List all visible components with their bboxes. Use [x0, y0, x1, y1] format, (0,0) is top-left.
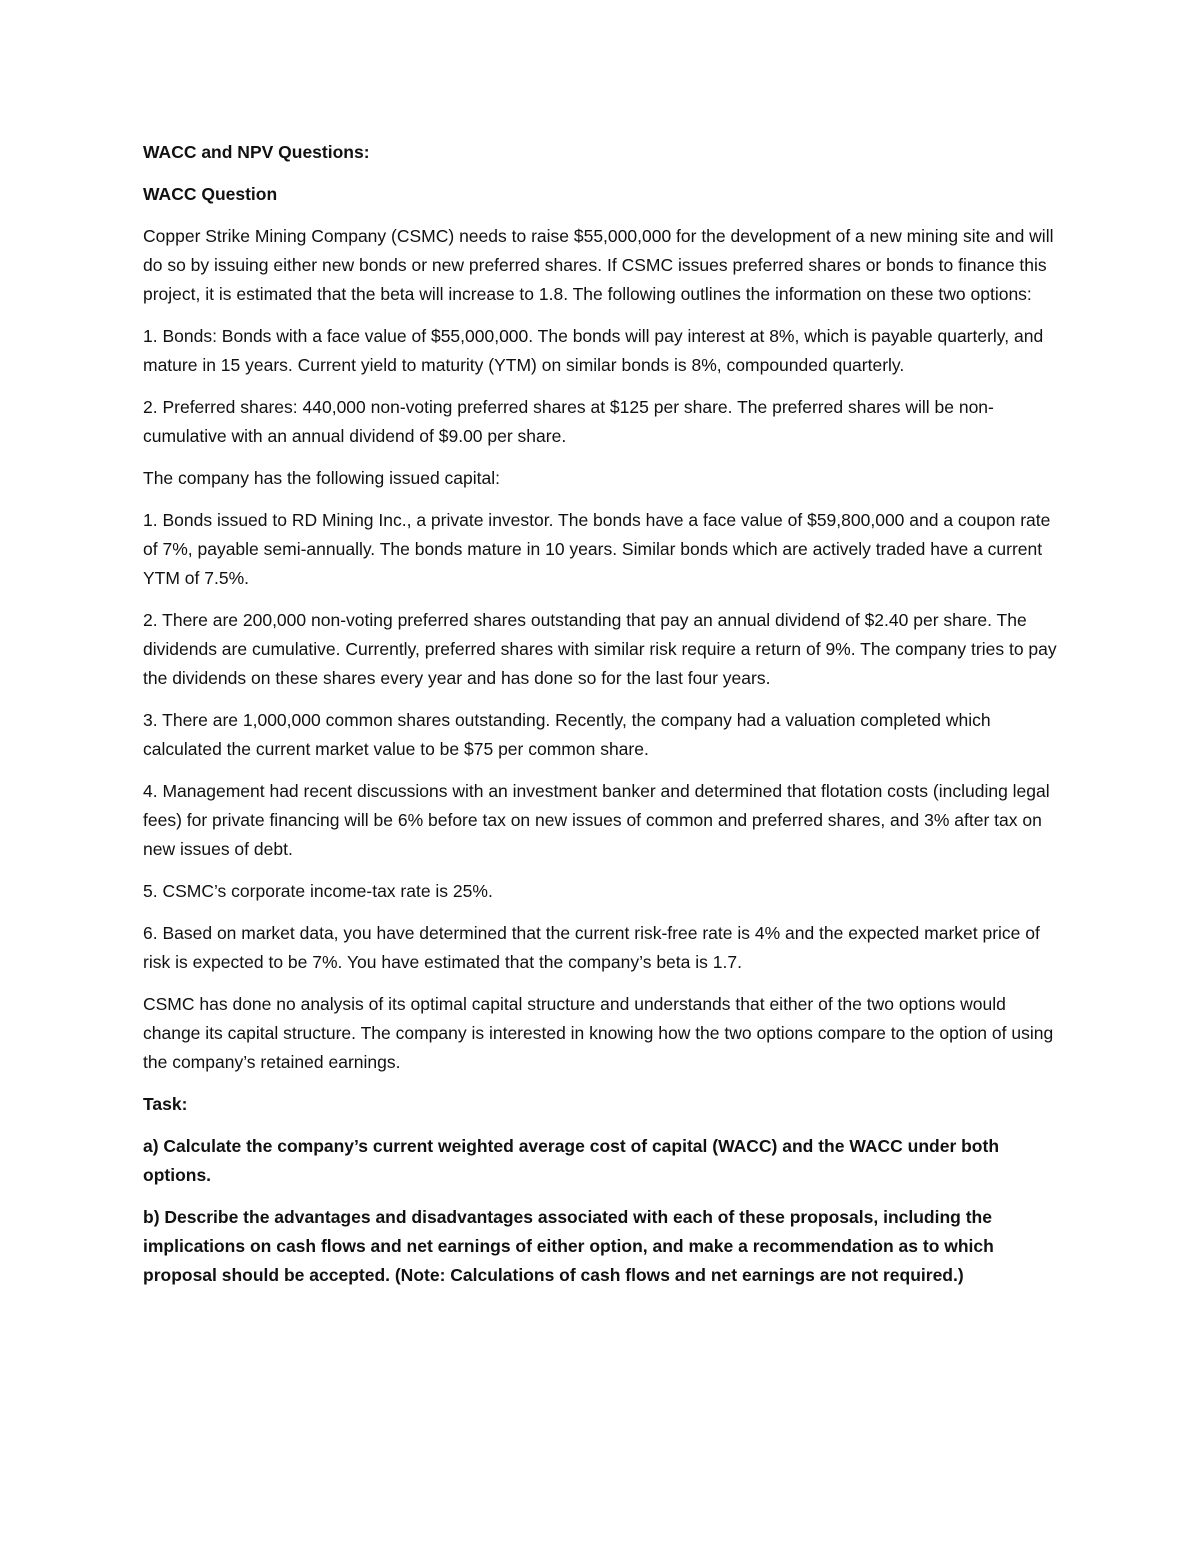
task-b: b) Describe the advantages and disadvantages associated with each of these proposals, including the implications on cash flows and net earnings of either option, and make a recommendation as to which proposal should be accepted. (Note: Calculations of cash flows and net earnings are not required.) — [143, 1207, 994, 1285]
option-bonds: 1. Bonds: Bonds with a face value of $55,000,000. The bonds will pay interest at 8%, which is payable quarterly, and mature in 15 years. Current yield to maturity (YTM) on similar bonds is 8%, compounded quarterly. — [143, 326, 1044, 375]
task-a: a) Calculate the company’s current weighted average cost of capital (WACC) and the WACC under both options. — [143, 1136, 1000, 1185]
capital-item-bonds: 1. Bonds issued to RD Mining Inc., a private investor. The bonds have a face value of $59,800,000 and a coupon rate of 7%, payable semi-annually. The bonds mature in 10 years. Similar bonds which are actively traded have a current YTM of 7.5%. — [143, 510, 1051, 588]
capital-item-common: 3. There are 1,000,000 common shares outstanding. Recently, the company had a valuation completed which calculated the current market value to be $75 per common share. — [143, 710, 991, 759]
capital-intro: The company has the following issued capital: — [143, 468, 501, 488]
task-label: Task: — [143, 1094, 188, 1114]
intro-paragraph: Copper Strike Mining Company (CSMC) needs to raise $55,000,000 for the development of a new mining site and will do so by issuing either new bonds or new preferred shares. If CSMC issues preferred shares or bonds to finance this project, it is estimated that the beta will increase to 1.8. The following outlines the information on these two options: — [143, 226, 1054, 304]
closing-paragraph: CSMC has done no analysis of its optimal capital structure and understands that either of the two options would change its capital structure. The company is interested in knowing how the two options compare to the option of using the company’s retained earnings. — [143, 994, 1054, 1072]
document-page — [143, 138, 1063, 1303]
document-title: WACC and NPV Questions: — [143, 142, 370, 162]
option-preferred-shares: 2. Preferred shares: 440,000 non-voting preferred shares at $125 per share. The preferred shares will be non-cumulative with an annual dividend of $9.00 per share. — [143, 397, 994, 446]
capital-item-flotation: 4. Management had recent discussions with an investment banker and determined that flotation costs (including legal fees) for private financing will be 6% before tax on new issues of common and preferred shares, and 3% after tax on new issues of debt. — [143, 781, 1050, 859]
section-heading: WACC Question — [143, 184, 278, 204]
capital-item-market: 6. Based on market data, you have determined that the current risk-free rate is 4% and the expected market price of risk is expected to be 7%. You have estimated that the company’s beta is 1.7. — [143, 923, 1040, 972]
capital-item-tax: 5. CSMC’s corporate income-tax rate is 25%. — [143, 881, 493, 901]
capital-item-preferred: 2. There are 200,000 non-voting preferred shares outstanding that pay an annual dividend of $2.40 per share. The dividends are cumulative. Currently, preferred shares with similar risk require a return of 9%. The company tries to pay the dividends on these shares every year and has done so for the last four years. — [143, 610, 1057, 688]
